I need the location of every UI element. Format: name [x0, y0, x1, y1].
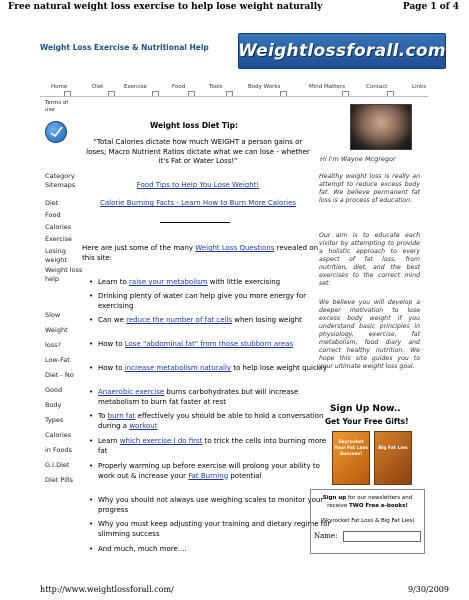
sidebar-item-types[interactable]: Types [45, 416, 64, 424]
list-item: • And much, much more.... [98, 545, 336, 555]
list-item: • How to Lose "abdominal fat" from those stubborn areas [98, 340, 336, 350]
nav-food[interactable]: Food [172, 84, 186, 90]
weight-loss-questions-link[interactable]: Weight Loss Questions [195, 244, 275, 252]
name-label: Name: [314, 532, 338, 540]
nav-exercise[interactable]: Exercise [124, 84, 147, 90]
list-item: • Learn which exercise I do first to trick the cells into burning more fat [98, 437, 336, 456]
author-caption: Hi I'm Wayne Mcgregor [320, 155, 396, 163]
signup-subtitle: Get Your Free Gifts! [325, 417, 409, 426]
sidebar-item-loss[interactable]: loss? [45, 341, 62, 349]
list-item: • To burn fat effectively you should be able to hold a conversation during a workout [98, 412, 336, 431]
calorie-facts-link[interactable]: Calorie Burning Facts - Learn How to Burn More Calories [99, 199, 297, 207]
nav-contact[interactable]: Contact [366, 84, 388, 90]
intro-text: Here are just some of the many Weight Loss Questions revealed on this site: [82, 244, 319, 262]
list-item: • Why you should not always use weighing scales to monitor your progress [98, 496, 336, 515]
about-para-2: Our aim is to educate each visitor by attempting to provide a holistic approach to every aspect of fat loss, from nutrition, diet, and the best exercises to the correct mind set. [319, 232, 420, 287]
sidebar-item-weight[interactable]: Weight [45, 326, 68, 334]
food-tips-link[interactable]: Food Tips to Help You Lose Weight! [136, 181, 260, 189]
newsletter-text: Sign up for our newsletters and receive TWO Free e-books! [322, 495, 413, 509]
sidebar-item-diet[interactable]: Diet [45, 199, 59, 207]
nav-tools[interactable]: Tools [209, 84, 223, 90]
tip-quote: "Total Calories dictate how much WEIGHT a person gains or loses; Macro Nutrient Ratios dictate what we can lose - whether it's Fat or Water Loss!" [86, 138, 310, 165]
sidebar-item-food[interactable]: Food [45, 211, 61, 219]
sidebar-item-slow[interactable]: Slow [45, 311, 61, 319]
sidebar-item-good[interactable]: Good [45, 386, 63, 394]
nav-links[interactable]: Links [412, 84, 427, 90]
sidebar-item-losing-weight[interactable]: Losing weight [45, 247, 67, 264]
site-title: Weight Loss Exercise & Nutritional Help [40, 43, 209, 52]
nav-mind-matters[interactable]: Mind Matters [309, 84, 345, 90]
terms-of-use-link[interactable]: Terms of use [45, 100, 69, 113]
about-para-3: We believe you will develop a deeper motivation to lose excess body weight if you understand basic principles in physiology, exercise, fat metabolism, food diary and correct healthy nutrition. We hope this site guides you to your ultimate weight loss goal. [319, 299, 420, 370]
newsletter-books: (Skyrocket Fat Loss & Big Fat Lies) [320, 518, 415, 524]
print-footer-url: http://www.weightlossforall.com/ [40, 585, 174, 594]
list-item: • Properly warming up before exercise will prolong your ability to work out & increase your Fat Burning potential [98, 462, 336, 481]
sidebar-item-in-foods[interactable]: in Foods [45, 446, 72, 454]
list-item: • Anaerobic exercise burns carbohydrates but will increase metabolism to burn fat faster at rest [98, 388, 336, 407]
sidebar-item-calories-2[interactable]: Calories [45, 431, 72, 439]
nav-body-works[interactable]: Body Works [248, 84, 281, 90]
list-item: • Can we reduce the number of fat cells when losing weight [98, 316, 336, 326]
sidebar-item-diet-no[interactable]: Diet - No [45, 371, 74, 379]
print-header-title: Free natural weight loss exercise to help lose weight naturally [8, 2, 323, 12]
sidebar-category-sitemaps[interactable]: Category Sitemaps [45, 172, 76, 189]
list-item: • Why you must keep adjusting your training and dietary regime for slimming success [98, 520, 336, 539]
nav-home[interactable]: Home [51, 84, 68, 90]
section-divider [160, 222, 230, 223]
nav-diet[interactable]: Diet [92, 84, 104, 90]
globe-icon [45, 121, 67, 143]
sidebar-item-diet-pills[interactable]: Diet Pills [45, 476, 74, 484]
ebook-cover-skyrocket: Skyrocket Your Fat Loss Success! [332, 431, 370, 485]
sidebar-item-exercise[interactable]: Exercise [45, 235, 73, 243]
newsletter-box [310, 489, 425, 554]
print-footer-date: 9/30/2009 [407, 585, 449, 594]
nav-divider [40, 96, 428, 97]
tip-heading: Weight loss Diet Tip: [150, 121, 238, 130]
print-header-page: Page 1 of 4 [402, 2, 459, 12]
author-photo [350, 104, 412, 150]
name-input[interactable] [343, 531, 421, 542]
sidebar-item-gi-diet[interactable]: G.I.Diet [45, 461, 70, 469]
site-logo[interactable]: Weightlossforall.com [238, 33, 446, 69]
list-item: • How to increase metabolism naturally to help lose weight quickly [98, 364, 336, 374]
signup-title: Sign Up Now.. [330, 404, 401, 414]
sidebar-item-calories[interactable]: Calories [45, 223, 72, 231]
list-item: • Learn to raise your metabolism with little exercising [98, 278, 336, 288]
about-para-1: Healthy weight loss is really an attempt to reduce excess body fat. We believe permanent fat loss is a process of education. [319, 173, 420, 204]
sidebar-item-low-fat[interactable]: Low-Fat [45, 356, 70, 364]
list-item: • Drinking plenty of water can help give you more energy for exercising [98, 292, 336, 311]
check-arrow-icon [46, 122, 66, 142]
ebook-cover-big-fat-lies: Big Fat Lies [374, 431, 412, 485]
sidebar-item-weight-loss-help[interactable]: Weight loss help [45, 266, 83, 283]
sidebar-item-body[interactable]: Body [45, 401, 62, 409]
